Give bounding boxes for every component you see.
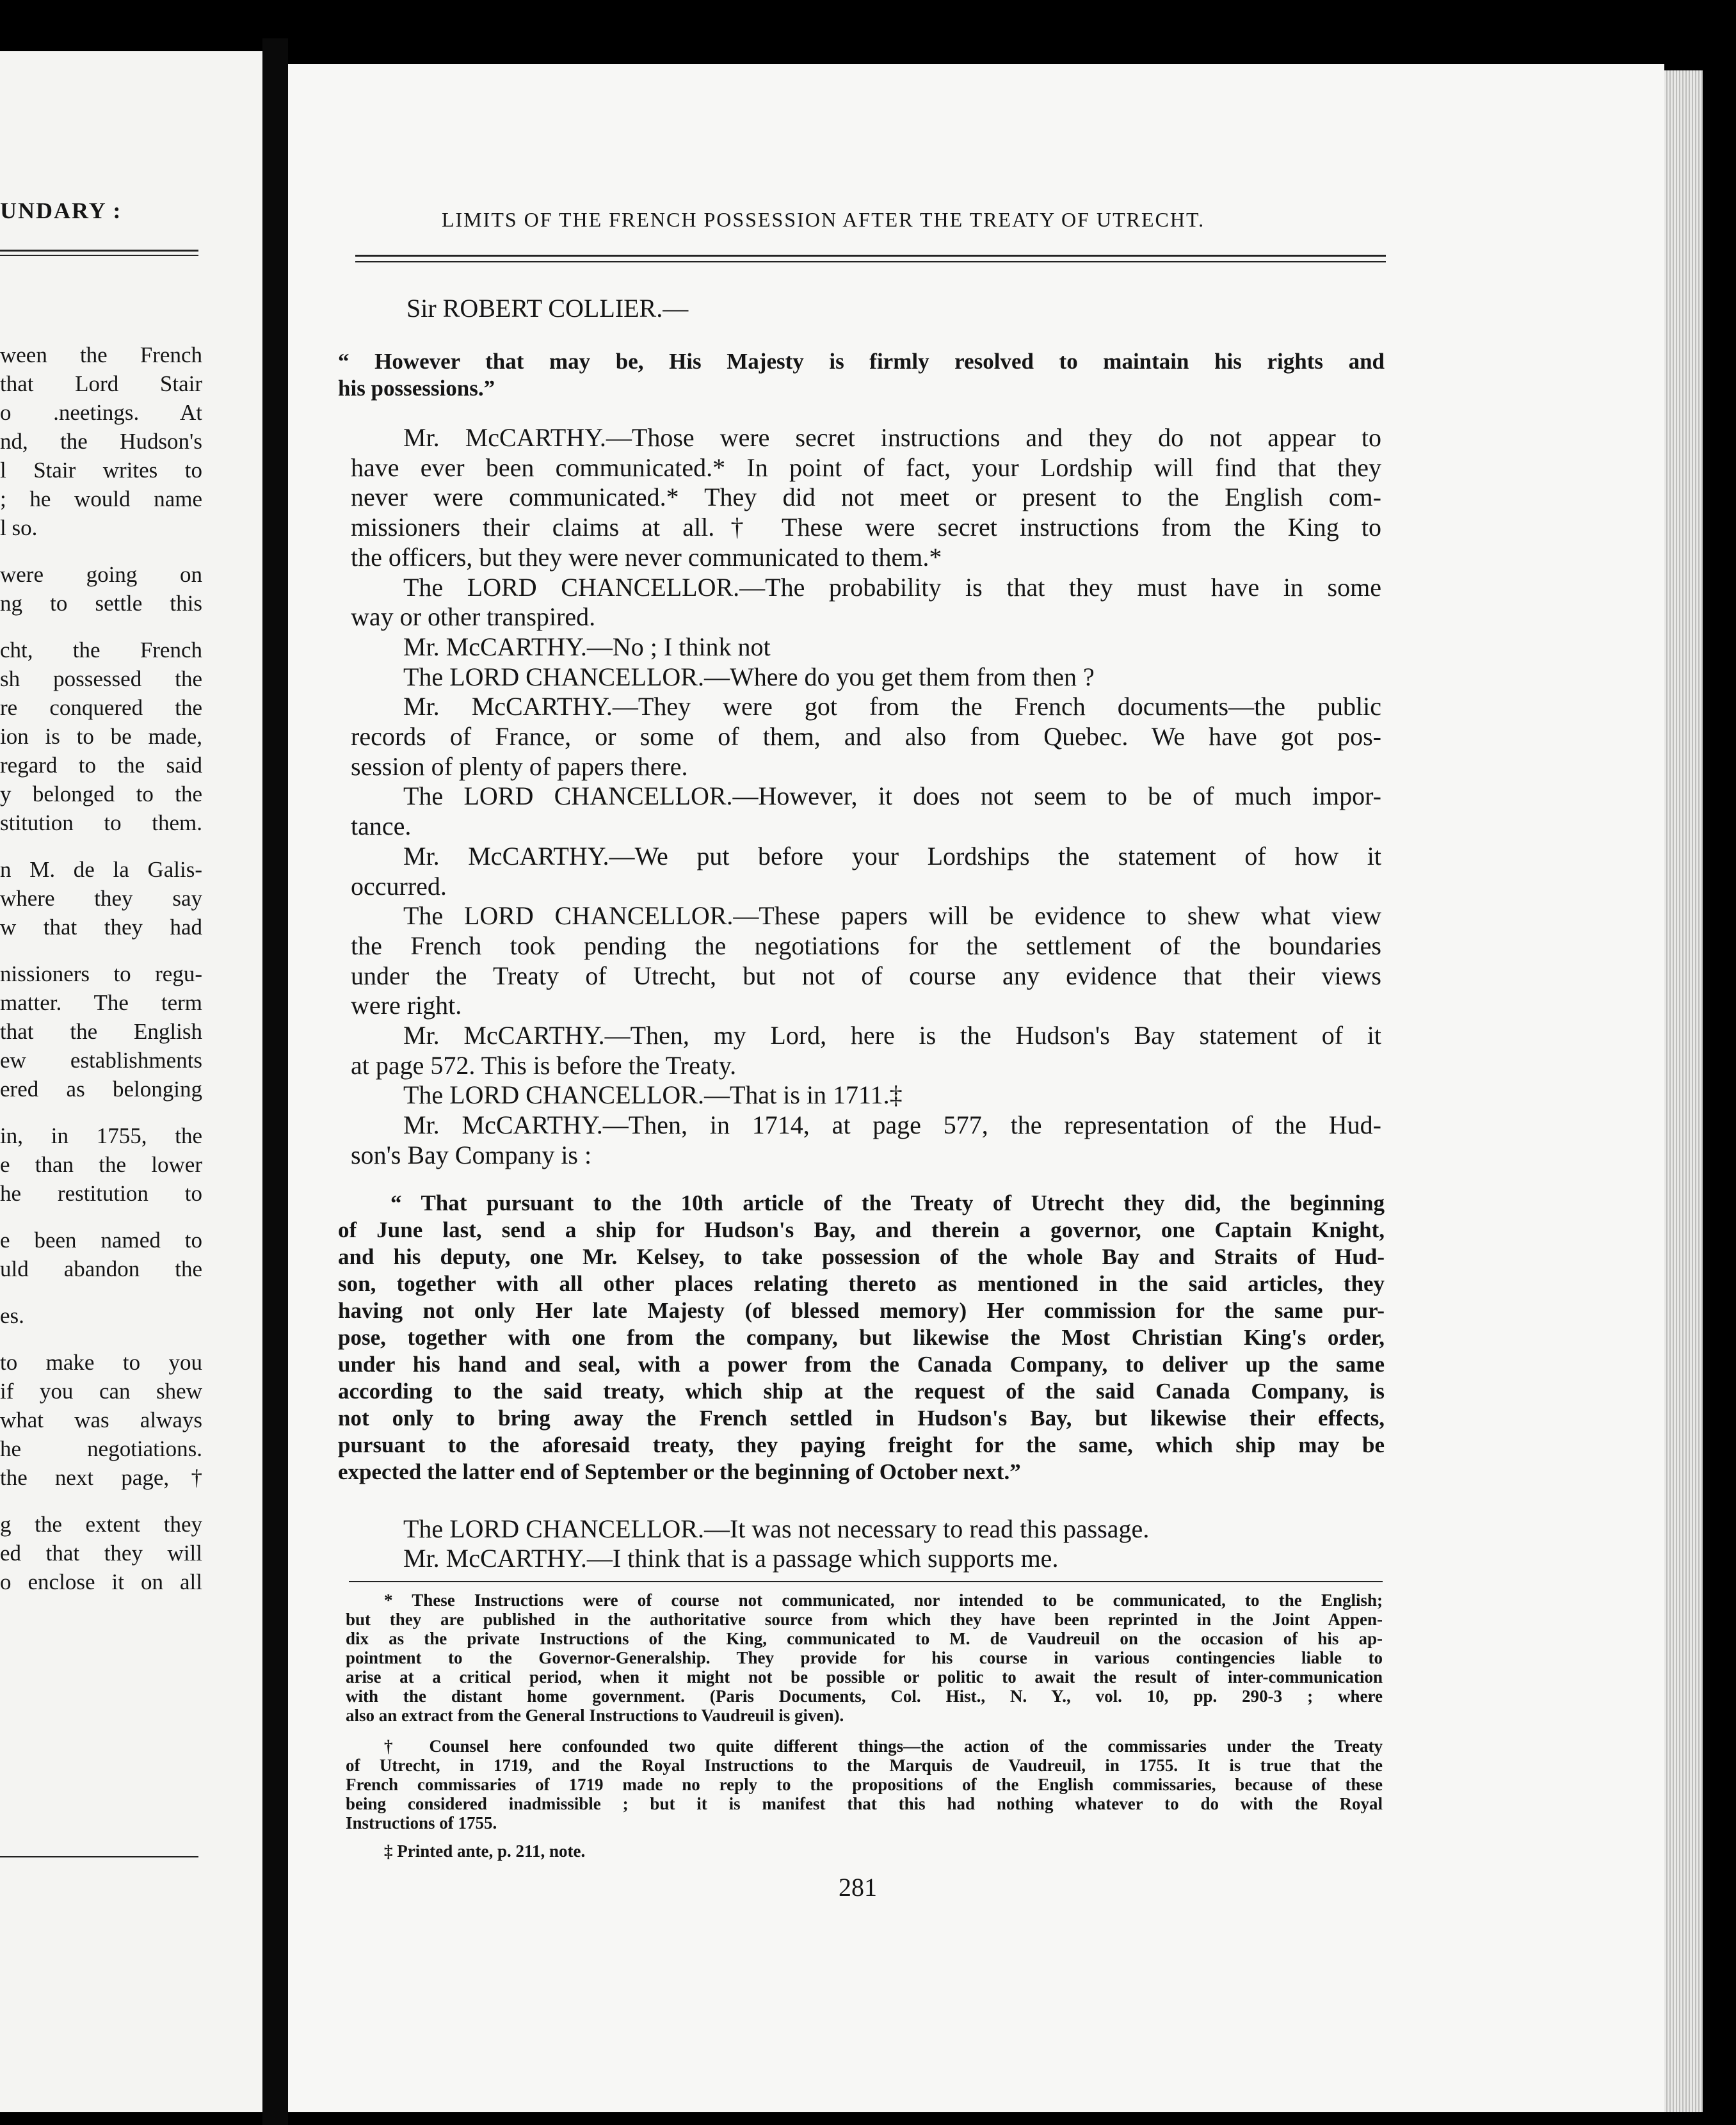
footnote-line: French commissaries of 1719 made no reply to the propositions of the English commissaries, because of these	[346, 1775, 1383, 1794]
left-text-line: ered as belonging	[0, 1077, 202, 1102]
left-text-line: he negotiations.	[0, 1436, 202, 1461]
footnote-line: of Utrecht, in 1719, and the Royal Instructions to the Marquis de Vaudreuil, in 1755. It is true that the	[346, 1756, 1383, 1775]
left-text-line: nissioners to regu-	[0, 961, 202, 986]
testimony-line: the officers, but they were never communicated to them.*	[351, 542, 942, 572]
left-text-line: that Lord Stair	[0, 371, 202, 396]
footnote-line: also an extract from the General Instructions to Vaudreuil is given).	[346, 1706, 844, 1725]
testimony-line: tance.	[351, 812, 412, 841]
left-text-line: the next page,†	[0, 1465, 202, 1490]
testimony-line: missioners their claims at all.† These were secret instructions from the King to	[351, 513, 1381, 542]
quote-line: pursuant to the aforesaid treaty, they paying freight for the same, which ship may be	[338, 1432, 1385, 1457]
left-text-line: nd, the Hudson's	[0, 429, 202, 454]
testimony-line: The LORD CHANCELLOR.—The probability is that they must have in some	[403, 572, 1381, 602]
left-footnote-rule	[0, 1856, 198, 1857]
testimony-line: Mr. McCARTHY.—We put before your Lordships the statement of how it	[403, 841, 1381, 870]
testimony-line: way or other transpired.	[351, 602, 596, 632]
testimony-line: The LORD CHANCELLOR.—It was not necessary to read this passage.	[403, 1514, 1150, 1543]
quote-line: according to the said treaty, which ship at the request of the said Canada Company, is	[338, 1379, 1385, 1404]
quote-line: not only to bring away the French settled in Hudson's Bay, but likewise their effects,	[338, 1406, 1385, 1431]
testimony-line: under the Treaty of Utrecht, but not of course any evidence that their views	[351, 961, 1381, 990]
footnote-line: * These Instructions were of course not communicated, nor intended to be communicated, to the English;	[384, 1591, 1383, 1610]
left-page	[0, 51, 262, 2112]
left-text-line: were going on	[0, 562, 202, 587]
running-head: LIMITS OF THE FRENCH POSSESSION AFTER THE TREATY OF UTRECHT.	[442, 208, 1205, 231]
testimony-line: the French took pending the negotiations for the settlement of the boundaries	[351, 931, 1381, 960]
left-text-line: ng to settle this	[0, 591, 202, 616]
testimony-line: The LORD CHANCELLOR.—These papers will be evidence to shew what view	[403, 901, 1381, 931]
book-gutter	[262, 38, 288, 2125]
left-text-line: where they say	[0, 886, 202, 911]
left-text-line: l Stair writes to	[0, 458, 202, 483]
quote-line: expected the latter end of September or the beginning of October next.”	[338, 1459, 1021, 1484]
footnote-line: dix as the private Instructions of the King, communicated to M. de Vaudreuil on the occasion of his ap-	[346, 1629, 1383, 1648]
left-text-line: sh possessed the	[0, 666, 202, 691]
left-text-line: cht, the French	[0, 638, 202, 662]
footnote-line: Instructions of 1755.	[346, 1813, 497, 1832]
testimony-line: The LORD CHANCELLOR.—That is in 1711.‡	[403, 1080, 903, 1110]
left-text-line: stitution to them.	[0, 810, 202, 835]
quote-line: pose, together with one from the company, but likewise the Most Christian King's order,	[338, 1325, 1385, 1350]
quote-line: his possessions.”	[338, 376, 495, 401]
testimony-line: Mr. McCARTHY.—They were got from the French documents—the public	[403, 692, 1381, 721]
quote-line: “ However that may be, His Majesty is firmly resolved to maintain his rights and	[338, 349, 1385, 374]
testimony-line: The LORD CHANCELLOR.—However, it does not seem to be of much impor-	[403, 782, 1381, 811]
testimony-line: session of plenty of papers there.	[351, 751, 688, 781]
left-header-rule-2	[0, 255, 198, 256]
page-edges	[1664, 70, 1703, 2112]
testimony-line: Mr. McCARTHY.—I think that is a passage which supports me.	[403, 1544, 1059, 1573]
left-text-line: in, in 1755, the	[0, 1123, 202, 1148]
quote-line: “ That pursuant to the 10th article of the Treaty of Utrecht they did, the beginning	[390, 1191, 1385, 1215]
page-number: 281	[839, 1873, 877, 1902]
left-text-line: matter. The term	[0, 990, 202, 1015]
testimony-line: The LORD CHANCELLOR.—Where do you get them from then ?	[403, 662, 1095, 691]
footnote-line: with the distant home government. (Paris Documents, Col. Hist., N. Y., vol. 10, pp. 290-3 ; where	[346, 1687, 1383, 1706]
left-text-line: o enclose it on all	[0, 1569, 202, 1594]
left-text-line: to make to you	[0, 1350, 202, 1375]
left-text-line: that the English	[0, 1019, 202, 1044]
left-text-line: g the extent they	[0, 1512, 202, 1537]
left-text-line: e been named to	[0, 1228, 202, 1253]
testimony-line: records of France, or some of them, and also from Quebec. We have got pos-	[351, 722, 1381, 751]
testimony-line: Mr. McCARTHY.—Then, in 1714, at page 577, the representation of the Hud-	[403, 1111, 1381, 1140]
testimony-line: at page 572. This is before the Treaty.	[351, 1050, 737, 1080]
left-page-header: UNDARY :	[0, 198, 122, 223]
quote-line: son, together with all other places relating thereto as mentioned in the said articles, they	[338, 1271, 1385, 1296]
left-text-line: w that they had	[0, 915, 202, 940]
head-rule	[355, 255, 1386, 257]
left-text-line: what was always	[0, 1407, 202, 1432]
left-text-line: ; he would name	[0, 486, 202, 511]
quote-line: having not only Her late Majesty (of blessed memory) Her commission for the same pur-	[338, 1298, 1385, 1323]
left-text-line: ween the French	[0, 342, 202, 367]
testimony-line: Mr. McCARTHY.—No ; I think not	[403, 632, 771, 661]
left-header-rule	[0, 250, 198, 252]
left-text-line: if you can shew	[0, 1379, 202, 1404]
footnote-line: pointment to the Governor-Generalship. They provide for his course in various contingencies liable to	[346, 1648, 1383, 1667]
footnote-line: † Counsel here confounded two quite different things—the action of the commissaries under the Treaty	[384, 1736, 1383, 1756]
testimony-line: son's Bay Company is :	[351, 1140, 592, 1169]
footnote-rule	[349, 1581, 1383, 1582]
testimony-line: were right.	[351, 991, 462, 1020]
left-text-line: l so.	[0, 515, 38, 540]
quote-line: under his hand and seal, with a power from the Canada Company, to deliver up the same	[338, 1352, 1385, 1377]
left-text-line: ed that they will	[0, 1541, 202, 1566]
quote-line: and his deputy, one Mr. Kelsey, to take possession of the whole Bay and Straits of Hud-	[338, 1244, 1385, 1269]
left-text-line: es.	[0, 1303, 24, 1328]
testimony-line: Mr. McCARTHY.—Those were secret instructions and they do not appear to	[403, 423, 1381, 452]
left-text-line: uld abandon the	[0, 1256, 202, 1281]
left-text-line: re conquered the	[0, 695, 202, 720]
left-text-line: he restitution to	[0, 1181, 202, 1206]
left-text-line: y belonged to the	[0, 782, 202, 806]
footnote-line: but they are published in the authoritative source from which they have been reprinted in the Joint Appen-	[346, 1610, 1383, 1629]
quote-line: of June last, send a ship for Hudson's Bay, and therein a governor, one Captain Knight,	[338, 1217, 1385, 1242]
left-text-line: ew establishments	[0, 1048, 202, 1073]
testimony-line: occurred.	[351, 871, 447, 901]
footnote-line: ‡ Printed ante, p. 211, note.	[384, 1841, 586, 1861]
testimony-line: never were communicated.* They did not meet or present to the English com-	[351, 483, 1381, 512]
left-text-line: regard to the said	[0, 753, 202, 778]
left-text-line: o .neetings. At	[0, 400, 202, 425]
footnote-line: being considered inadmissible ; but it is manifest that this had nothing whatever to do with the Royal	[346, 1794, 1383, 1813]
testimony-line: Mr. McCARTHY.—Then, my Lord, here is the Hudson's Bay statement of it	[403, 1021, 1381, 1050]
footnote-line: arise at a critical period, when it might not be possible or politic to await the result of inter-communication	[346, 1667, 1383, 1687]
head-rule-2	[355, 261, 1386, 262]
left-text-line: e than the lower	[0, 1152, 202, 1177]
left-text-line: n M. de la Galis-	[0, 857, 202, 882]
testimony-line: have ever been communicated.* In point of fact, your Lordship will find that they	[351, 453, 1381, 482]
left-text-line: ion is to be made,	[0, 724, 202, 749]
speaker-intro: Sir ROBERT COLLIER.—	[406, 294, 689, 323]
